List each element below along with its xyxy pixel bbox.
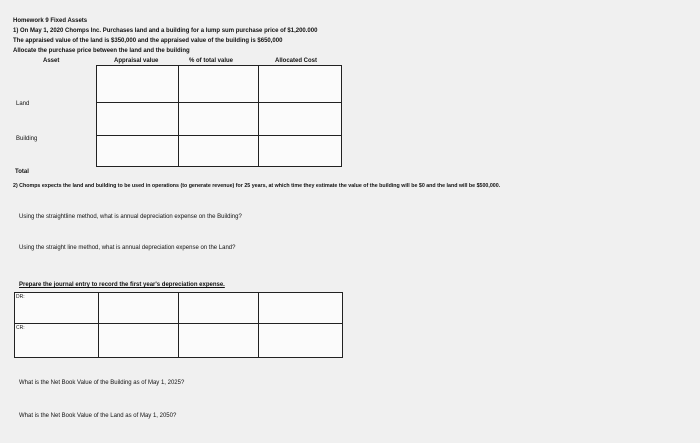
land-allocated-cell[interactable] [259, 66, 342, 103]
building-depreciation-question: Using the straightline method, what is annual depreciation expense on the Building? [19, 214, 242, 220]
question-1-text: 1) On May 1, 2020 Chomps Inc. Purchases land and a building for a lump sum purchase price of $1,200.000 [13, 28, 318, 34]
debit-cell-4[interactable] [259, 293, 343, 324]
row-label-building: Building [16, 136, 38, 142]
column-header-percent-total: % of total value [189, 58, 234, 64]
column-header-allocated-cost: Allocated Cost [275, 58, 318, 64]
nbv-land-question: What is the Net Book Value of the Land as of May 1, 2050? [19, 413, 177, 419]
column-header-asset: Asset [43, 58, 60, 64]
land-appraisal-cell[interactable] [97, 66, 179, 103]
credit-cell-2[interactable] [99, 324, 179, 358]
journal-entry-prompt: Prepare the journal entry to record the first year's depreciation expense. [19, 282, 225, 288]
credit-account-cell[interactable] [15, 324, 99, 358]
total-percent-cell[interactable] [179, 136, 259, 167]
land-percent-cell[interactable] [179, 66, 259, 103]
journal-entry-table [14, 292, 343, 358]
nbv-building-question: What is the Net Book Value of the Building as of May 1, 2025? [19, 380, 185, 386]
debit-cell-3[interactable] [179, 293, 259, 324]
row-label-total: Total [15, 169, 29, 175]
allocation-table [96, 65, 342, 167]
land-depreciation-question: Using the straight line method, what is annual depreciation expense on the Land? [19, 245, 236, 251]
credit-label: CR: [16, 325, 25, 331]
question-2-text: 2) Chomps expects the land and building to be used in operations (to generate revenue) for 25 years, at which time they estimate the value of the building will be $0 and the land will be $500,000. [13, 183, 501, 189]
building-allocated-cell[interactable] [259, 103, 342, 136]
building-appraisal-cell[interactable] [97, 103, 179, 136]
homework-title: Homework 9 Fixed Assets [13, 18, 88, 24]
credit-cell-3[interactable] [179, 324, 259, 358]
credit-cell-4[interactable] [259, 324, 343, 358]
debit-label: DR: [16, 294, 25, 300]
column-header-appraisal-value: Appraisal value [114, 58, 159, 64]
row-label-land: Land [16, 101, 30, 107]
appraised-values-text: The appraised value of the land is $350,000 and the appraised value of the building is $650,000 [13, 38, 283, 44]
total-allocated-cell[interactable] [259, 136, 342, 167]
debit-account-cell[interactable] [15, 293, 99, 324]
allocate-instruction: Allocate the purchase price between the land and the building [13, 48, 190, 54]
total-appraisal-cell[interactable] [97, 136, 179, 167]
debit-cell-2[interactable] [99, 293, 179, 324]
building-percent-cell[interactable] [179, 103, 259, 136]
